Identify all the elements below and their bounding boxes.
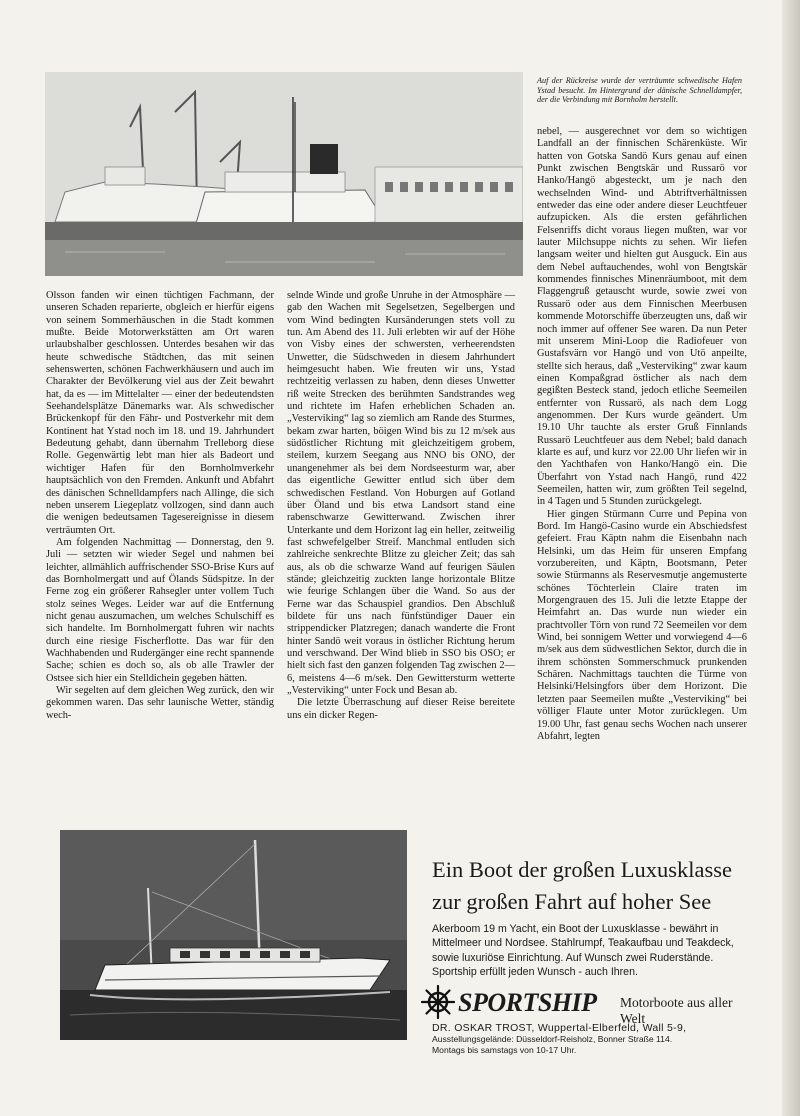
yacht-photo: [60, 830, 407, 1040]
ad-headline: [432, 854, 757, 918]
company-line: DR. OSKAR TROST, Wuppertal-Elberfeld, Wall 5-9,: [432, 1022, 687, 1034]
article-paragraph: nebel, — ausgerechnet vor dem so wichtigen Landfall an der finnischen Schärenküste. Wir hatten von Gotska Sandö Kurs genau auf einen Punkt zwischen Bengtskär und Russarö vor Hanko/Hangö abgesteckt, um je nach den wechselnden Wind- und Abtriftverhältnissen entweder das eine oder andere dieser Leuchtfeuer aufzupicken. Als die ersten gefährlichen Felsenriffs dicht voraus liegen mußten, war vor lauter Milchsuppe nichts zu sehen. Wir liefen langsam weiter und hielten gut Ausguck. Ein aus dem Nebel auftauchendes, wohl von Bengtskär kommendes finnisches Minenräumboot, mit dem Flaggengruß getauscht wurde, sowie zwei von Russarö oder aus dem Finnischen Meerbusen kommende Motorschiffe überzeugten uns, daß wir noch immer auf offener See waren. Da nun Peter mit unserem Mini-Loop die Radiofeuer von Gustafsvärn vor Hangö und von Utö anpeilte, stellte sich heraus, daß „Vesterviking“ zwar kaum einen Kompaßgrad östlicher als nach dem gegißten Besteck stand, jedoch etliche Seemeilen entfernter von Russarö, als nach dem Logg angenommen. Der Kurs wurde geändert. Um 19.10 Uhr tauchte als erster Gruß Finnlands Russarö Leuchtfeuer aus dem Nebel; bald danach klarte es auf, und kurz vor 22.00 Uhr liefen wir in den Yachthafen von Hanko/Hangö ein. Die Überfahrt von Ystad nach Hangö, rund 422 Seemeilen, hatten wir, zum größten Teil segelnd, in 4 Tagen und 5 Stunden zurückgelegt.: [537, 126, 747, 508]
harbour-photo: [45, 72, 523, 276]
article-column-3: [537, 126, 747, 743]
page-edge-shadow: [782, 0, 800, 1116]
article-paragraph: Am folgenden Nachmittag — Donnerstag, den 9. Juli — setzten wir wieder Segel und nahmen bei leichter, allmählich auffrischender SSO-Brise Kurs auf das Bornholmergatt und auf Ölands Südspitze. In der Ferne zog ein größerer Rahsegler unter vollem Tuch stolz seines Weges. Leider war auf die Entfernung nicht genau auszumachen, um welches Schulschiff es sich handelte. Im Bornholmergatt fuhren wir nachts durch eine riesige Fischerflotte. Das war für den Wachhabenden und Rudergänger eine recht spannende Sache; schien es doch so, als ob alle Trawler der Ostsee sich hier ein Stelldichein gegeben hätten.: [46, 536, 274, 684]
ad-headline-line-2: zur großen Fahrt auf hoher See: [432, 889, 712, 914]
ad-slogan: Motorboote aus aller Welt: [620, 995, 733, 1026]
article-paragraph: Hier gingen Stürmann Curre und Pepina von Bord. Im Hangö-Casino wurde ein Abschiedsfest gefeiert. Frau Käptn nahm die Eisenbahn nach Helsinki, um das Heim für unseren Empfang vorzubereiten, und Käptn, Bootsmann, Peter sowie Stürmanns als Reservesmutje angemusterte schönes Töchterlein Claire traten im Morgengrauen des 15. Juli die letzte Etappe der Heimfahrt an. Das wurde nun wieder ein prachtvoller Törn von rund 72 Seemeilen vor dem Wind, bei sonnigem Wetter und vorwiegend 4—6 m/sek aus dem südwestlichen Sektor, durch die in ihrem schönsten Sommerschmuck prunkenden Schären. Nachmittags tauchten die Türme von Helsinki/Helsingfors über dem Horizont. Die letzten paar Seemeilen mußte „Vesterviking“ bei völliger Flaute unter Motor zurücklegen. Um 19.00 Uhr, fast genau sechs Wochen nach unserer Abfahrt, legten: [537, 508, 747, 742]
article-paragraph: Wir segelten auf dem gleichen Weg zurück, den wir gekommen waren. Das sehr launische Wetter, ständig wech-: [46, 685, 274, 721]
article-column-2: [287, 290, 515, 722]
ship-wheel-icon: [420, 984, 456, 1020]
ad-company-info: [432, 1023, 757, 1056]
article-paragraph: selnde Winde und große Unruhe in der Atmosphäre — gab den Wachen mit Segelsetzen, Segelbergen und vom Wind bedingten Kursänderungen stets voll zu tun. Am Abend des 11. Juli erlebten wir auf der Höhe von Visby eines der schwersten, verheerendsten Unwetter, die Südschweden in diesem Jahrhundert heimgesucht haben. Wie freuten wir uns, Ystad rechtzeitig verlassen zu haben, denn dieses Unwetter riß weite Strecken des berühmten Sandstrandes weg und richtete im Hafen erheblichen Schaden an. „Vesterviking“ lag so ziemlich am Rande des Sturmes, bekam zwar harten, böigen Wind bis zu 12 m/sek aus südöstlicher Richtung mit gleichzeitigem grobem, steilem, kurzem Seegang aus NNO bis ONO, der unangenehmer als bei dem Nordseesturm war, aber das eigentliche Gewitter entlud sich über dem schwedischen Festland. Von Hoburgen auf Gotland über Öland und bis etwa Landsort stand eine rabenschwarze Gewitterwand. Zwischen ihrer Unterkante und dem Horizont lag ein heller, zeitweilig fast schwefelgelber Streif. Manchmal entluden sich zahlreiche senkrechte Blitze zu gleicher Zeit; das sah aus, als ob die schwarze Wand auf feurigen Säulen stände; gleichzeitig zuckten lange horizontale Blitze wie feurige Schlangen über die Wand. So aus der Ferne war das Schauspiel grandios. Den Abschluß bildete für uns nach fünfstündiger Dauer ein strippendicker Platzregen; danach wanderte die Front hinter Sandö weit voraus in östlicher Richtung herum und verschwand. Der Wind blieb in SSO bis OSO; er hielt sich fast den ganzen folgenden Tag zwischen 2—6, meistens 4—6 m/sek. Den Gewittersturm wetterte „Vesterviking“ unter Fock und Besan ab.: [287, 290, 515, 696]
article-column-1: [46, 290, 274, 722]
ad-body-text: Akerboom 19 m Yacht, ein Boot der Luxusklasse - bewährt in Mittelmeer und Nordsee. Stahlrumpf, Teakaufbau und Teakdeck, sowie luxuriöse Einrichtung. Auf Wunsch zwei Ruderstände. Sportship erfüllt jeden Wunsch - auch Ihren.: [432, 923, 734, 979]
ad-headline-line-1: Ein Boot der großen Luxusklasse: [432, 857, 732, 882]
sportship-logo: SPORTSHIP: [458, 988, 597, 1017]
sportship-advertisement: [45, 830, 757, 1080]
exhibition-line: Ausstellungsgelände: Düsseldorf-Reisholz, Bonner Straße 114.: [432, 1034, 673, 1044]
article-paragraph: Olsson fanden wir einen tüchtigen Fachmann, der unseren Schaden reparierte, obgleich er hierfür eigens von seinem Sommerhäuschen in die Stadt kommen mußte. Beide Motorwerkstätten am Ort waren urlaubshalber geschlossen. Unterdes besahen wir das heute schwedische Städtchen, das mit seinen sehenswerten, schönen Fachwerkhäusern und auch im Charakter der Bevölkerung viel aus der Zeit bewahrt hat, da es — im Mittelalter — einer der bedeutendsten Seehandelsplätze Dänemarks war. Als schwedischer Brückenkopf für den Fähr- und Postverkehr mit dem Kontinent hat Ystad noch im 18. und 19. Jahrhundert Bedeutung gehabt, dann übernahm Trelleborg diese Rolle. Gegenwärtig lebt man hier als Badeort und wichtiger Hafen für den Bornholmverkehr hauptsächlich von den Fremden. Ankunft und Abfahrt des dänischen Schnelldampfers nach Allinge, die sich neben unserem Liegeplatz vollzogen, sind dann auch die wenigen bedeutsamen Tagesereignisse in diesem verträumten Ort.: [46, 290, 274, 536]
sportship-logo-row: [420, 982, 757, 1026]
opening-hours-line: Montags bis samstags von 10-17 Uhr.: [432, 1045, 577, 1055]
photo-caption: Auf der Rückreise wurde der verträumte schwedische Hafen Ystad besucht. Im Hintergrund der dänische Schnelldampfer, der die Verbindung mit Bornholm herstellt.: [537, 76, 742, 105]
article-paragraph: Die letzte Überraschung auf dieser Reise bereitete uns ein dicker Regen-: [287, 697, 515, 721]
